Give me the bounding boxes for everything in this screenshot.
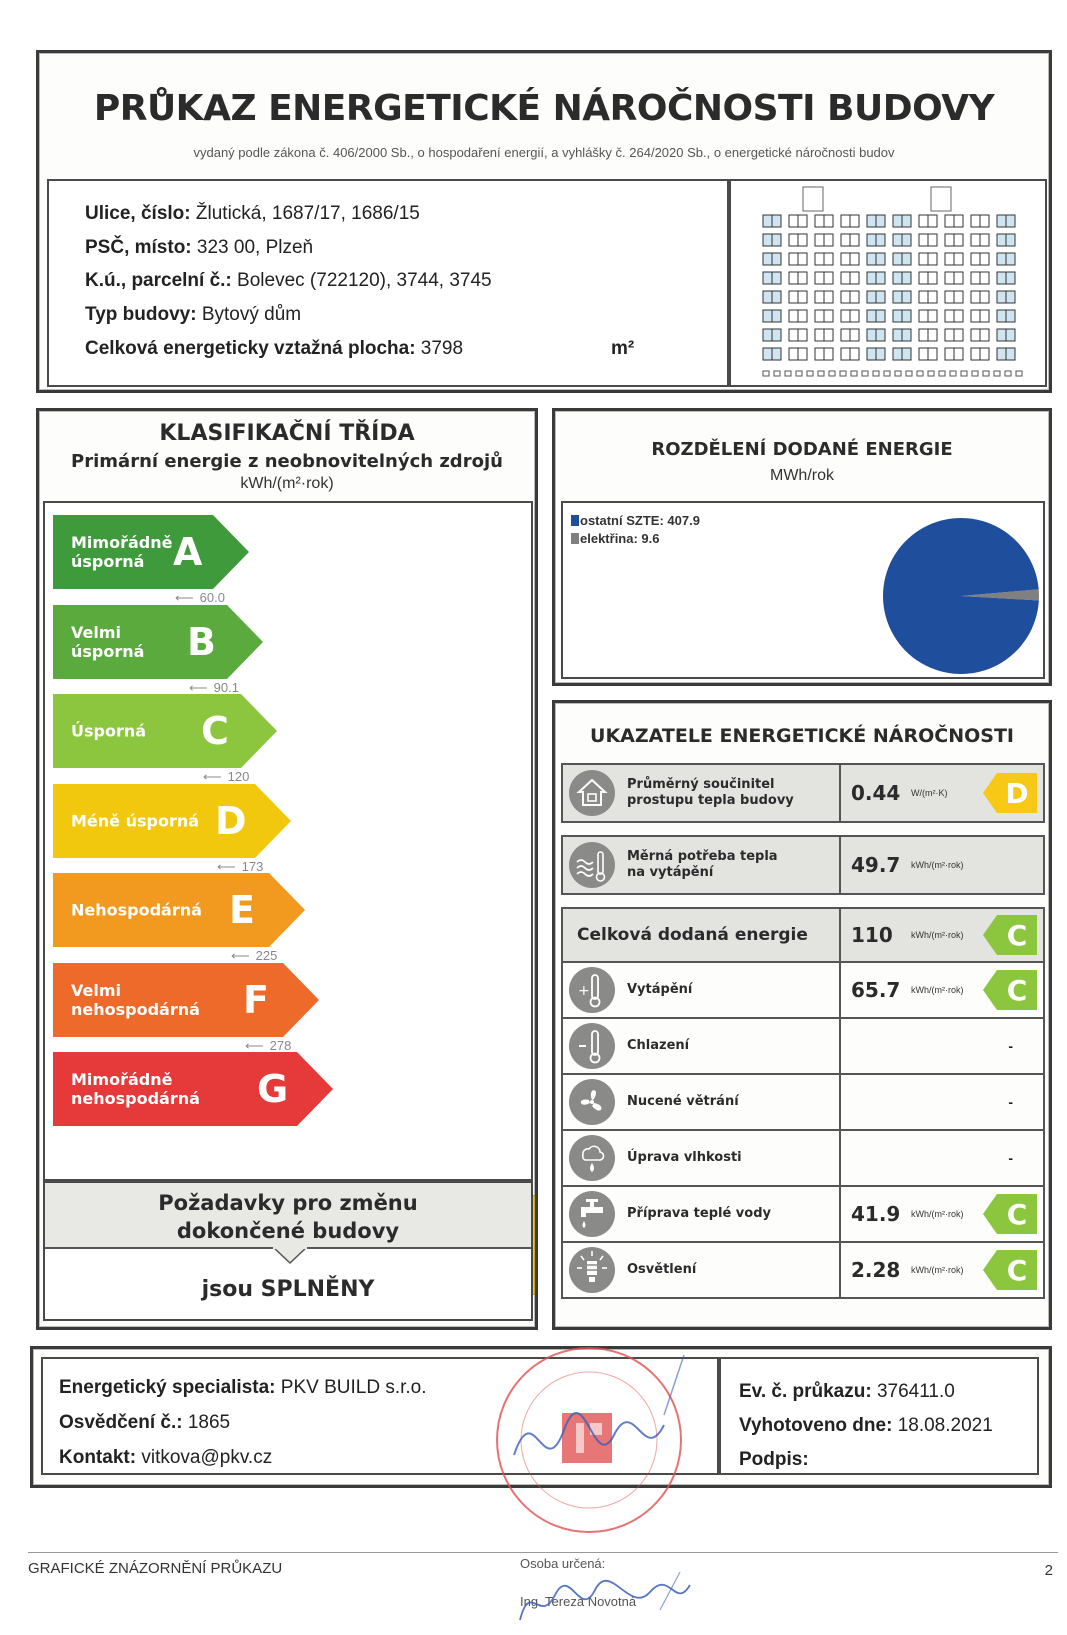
class-band-g (53, 1052, 333, 1126)
date-label: Vyhotoveno dne: (739, 1415, 893, 1436)
document-title: PRŮKAZ ENERGETICKÉ NÁROČNOSTI BUDOVY (93, 88, 995, 129)
bulb-icon (569, 1247, 615, 1293)
indicator-value: 2.28 (851, 1258, 901, 1282)
contact-label: Kontakt: (59, 1447, 137, 1468)
ev-label: Ev. č. průkazu: (739, 1381, 872, 1402)
class-band-label: Velmi nehospodárná (71, 980, 200, 1019)
indicator-row (561, 1017, 1045, 1075)
pie-chart-box (561, 501, 1045, 679)
type-line (85, 304, 301, 326)
area-value: 3798 (420, 338, 464, 359)
arrow-left-icon: ⟵ (203, 769, 222, 784)
class-band-f (53, 963, 319, 1037)
class-band-label: Nehospodárná (71, 900, 202, 920)
energy-scale (43, 501, 533, 1181)
class-band-label: Mimořádně úsporná (71, 533, 173, 571)
classification-panel (36, 408, 538, 1330)
area-label: Celková energeticky vztažná plocha: (85, 338, 416, 359)
requirements-title (45, 1189, 531, 1245)
indicator-value: 0.44 (851, 781, 901, 805)
classification-title: KLASIFIKAČNÍ TŘÍDA (159, 421, 415, 446)
cert-line (59, 1412, 230, 1434)
legend-item (571, 531, 660, 546)
indicator-unit: kWh/(m²·rok) (911, 930, 964, 940)
svg-text:C: C (1006, 974, 1028, 1007)
energy-split-panel (552, 408, 1052, 686)
class-band-c (53, 694, 277, 768)
indicator-label: Chlazení (627, 1038, 690, 1053)
page-footer-rule (28, 1552, 1058, 1553)
svg-text:D: D (1005, 777, 1029, 810)
indicator-row (561, 835, 1045, 895)
indicator-class-badge (983, 1194, 1037, 1234)
arrow-left-icon: ⟵ (175, 590, 194, 605)
legend-item (571, 513, 700, 528)
specialist-value: PKV BUILD s.r.o. (280, 1377, 427, 1398)
indicator-label: Celková dodaná energie (577, 925, 808, 945)
class-band-d (53, 784, 291, 858)
class-band-label: Méně úsporná (71, 811, 200, 830)
class-band-b (53, 605, 263, 679)
class-band-letter: F (243, 977, 269, 1022)
thermometer-minus-icon (569, 1023, 615, 1069)
psc-line (85, 237, 313, 259)
responsible-person-label: Osoba určená: (520, 1556, 606, 1571)
ku-value: Bolevec (722120), 3744, 3745 (237, 270, 492, 291)
sign-label: Podpis: (739, 1449, 809, 1470)
arrow-left-icon: ⟵ (217, 858, 236, 874)
indicator-row (561, 1241, 1045, 1299)
class-band-label: Mimořádně nehospodárná (71, 1070, 200, 1108)
requirements-header (45, 1183, 531, 1249)
area-line (85, 338, 463, 360)
indicator-row (561, 961, 1045, 1019)
class-band-letter: A (173, 530, 203, 574)
indicator-class-badge (983, 1250, 1037, 1290)
indicator-label: Příprava teplé vody (627, 1206, 771, 1221)
arrow-left-icon: ⟵ (245, 1037, 264, 1053)
class-threshold: ⟵ 120 (203, 769, 250, 784)
fan-icon (569, 1079, 615, 1125)
indicator-label: Vytápění (627, 982, 693, 997)
street-label: Ulice, číslo: (85, 203, 191, 224)
class-band-letter: B (187, 619, 216, 664)
svg-text:C: C (1006, 1254, 1028, 1287)
indicator-label: Průměrný součinitel prostupu tepla budovy (627, 777, 794, 808)
svg-text:C: C (1006, 1198, 1028, 1231)
indicator-row (561, 907, 1045, 963)
indicator-label: Úprava vlhkosti (627, 1150, 742, 1165)
indicator-empty-value: - (1008, 1094, 1013, 1110)
page-number: 2 (1044, 1562, 1053, 1579)
indicator-value: 65.7 (851, 978, 901, 1002)
contact-value[interactable]: vitkova@pkv.cz (141, 1447, 273, 1468)
class-band-e (53, 873, 305, 947)
stamp-image (484, 1335, 694, 1545)
handwritten-signature (510, 1570, 700, 1630)
area-unit: m² (611, 338, 635, 359)
indicator-value: 41.9 (851, 1202, 901, 1226)
indicator-label: Osvětlení (627, 1262, 697, 1277)
type-value: Bytový dům (201, 304, 302, 325)
psc-label: PSČ, místo: (85, 237, 192, 258)
indicator-class-badge (983, 970, 1037, 1010)
specialist-label: Energetický specialista: (59, 1377, 276, 1398)
class-threshold: ⟵ 90.1 (189, 679, 239, 695)
page-footer-title: GRAFICKÉ ZNÁZORNĚNÍ PRŮKAZU (28, 1560, 283, 1577)
indicators-panel (552, 700, 1052, 1330)
house-icon (569, 770, 615, 816)
indicator-row (561, 1073, 1045, 1131)
indicator-label: Nucené větrání (627, 1094, 739, 1109)
requirements-pointer (273, 1247, 307, 1265)
sign-line (739, 1449, 809, 1471)
pie-chart (879, 515, 1043, 677)
classification-subtitle: Primární energie z neobnovitelných zdrojů (71, 451, 503, 472)
indicator-label: Měrná potřeba tepla na vytápění (627, 849, 778, 880)
indicator-empty-value: - (1008, 1038, 1013, 1054)
indicator-row (561, 1185, 1045, 1243)
arrow-left-icon: ⟵ (189, 679, 208, 695)
certificate-info (719, 1357, 1039, 1475)
date-value: 18.08.2021 (897, 1415, 993, 1436)
requirements-title-line2: dokončené budovy (176, 1219, 400, 1243)
class-band-letter: D (215, 798, 247, 843)
indicator-value: 49.7 (851, 853, 901, 877)
building-elevation-drawing (729, 179, 1047, 387)
indicator-row (561, 1129, 1045, 1187)
indicator-class-badge (983, 773, 1037, 813)
indicator-unit: W/(m²·K) (911, 788, 948, 798)
class-threshold: ⟵ 60.0 (175, 590, 225, 605)
requirements-box (43, 1181, 533, 1321)
indicator-unit: kWh/(m²·rok) (911, 1265, 964, 1275)
legend-label: elektřina: 9.6 (580, 531, 660, 546)
type-label: Typ budovy: (85, 304, 197, 325)
tap-icon (569, 1191, 615, 1237)
class-band-a (53, 515, 249, 589)
ev-line (739, 1381, 955, 1403)
svg-text:+: + (578, 983, 590, 999)
street-line (85, 203, 420, 225)
street-value: Žlutická, 1687/17, 1686/15 (195, 203, 420, 224)
class-band-letter: E (229, 888, 255, 932)
company-stamp (484, 1335, 694, 1545)
cert-label: Osvědčení č.: (59, 1412, 183, 1433)
energy-split-unit: MWh/rok (770, 467, 834, 484)
psc-value: 323 00, Plzeň (196, 237, 314, 258)
class-band-label: Úsporná (71, 721, 147, 741)
humidity-icon (569, 1135, 615, 1181)
class-band-label: Velmi úsporná (71, 622, 145, 661)
indicator-row (561, 763, 1045, 823)
indicator-empty-value: - (1008, 1150, 1013, 1166)
legend-swatch (571, 533, 579, 544)
arrow-left-icon: ⟵ (231, 948, 250, 963)
requirements-title-line1: Požadavky pro změnu (158, 1191, 418, 1215)
legend-swatch (571, 515, 579, 526)
heat-demand-icon (569, 842, 615, 888)
cert-value: 1865 (187, 1412, 231, 1433)
ku-line (85, 270, 492, 292)
legend-label: ostatní SZTE: 407.9 (580, 513, 700, 528)
indicator-class-badge (983, 915, 1037, 955)
address-box (47, 179, 729, 387)
classification-unit: kWh/(m²·rok) (240, 475, 334, 492)
specialist-line (59, 1377, 427, 1399)
class-threshold: ⟵ 278 (245, 1037, 292, 1053)
ku-label: K.ú., parcelní č.: (85, 270, 232, 291)
indicators-title: UKAZATELE ENERGETICKÉ NÁROČNOSTI (590, 725, 1014, 747)
energy-split-title: ROZDĚLENÍ DODANÉ ENERGIE (651, 439, 953, 460)
document-subtitle: vydaný podle zákona č. 406/2000 Sb., o hospodaření energií, a vyhlášky č. 264/2020 Sb., o energetické náročnosti budov (193, 145, 895, 160)
indicator-value: 110 (851, 923, 893, 947)
class-band-letter: G (257, 1067, 289, 1111)
contact-line (59, 1447, 272, 1469)
header-panel (36, 50, 1052, 393)
svg-text:C: C (1006, 919, 1028, 952)
requirements-result: jsou SPLNĚNY (201, 1277, 375, 1302)
ev-value: 376411.0 (876, 1381, 955, 1402)
building-facade-image (731, 181, 1045, 385)
thermometer-plus-icon (569, 967, 615, 1013)
date-line (739, 1415, 993, 1437)
indicator-unit: kWh/(m²·rok) (911, 1209, 964, 1219)
indicator-unit: kWh/(m²·rok) (911, 860, 964, 870)
class-threshold: ⟵ 173 (217, 858, 264, 874)
class-threshold: ⟵ 225 (231, 948, 278, 963)
indicator-unit: kWh/(m²·rok) (911, 985, 964, 995)
class-band-letter: C (201, 709, 229, 753)
responsible-person-name: Ing. Tereza Novotná (520, 1594, 637, 1609)
